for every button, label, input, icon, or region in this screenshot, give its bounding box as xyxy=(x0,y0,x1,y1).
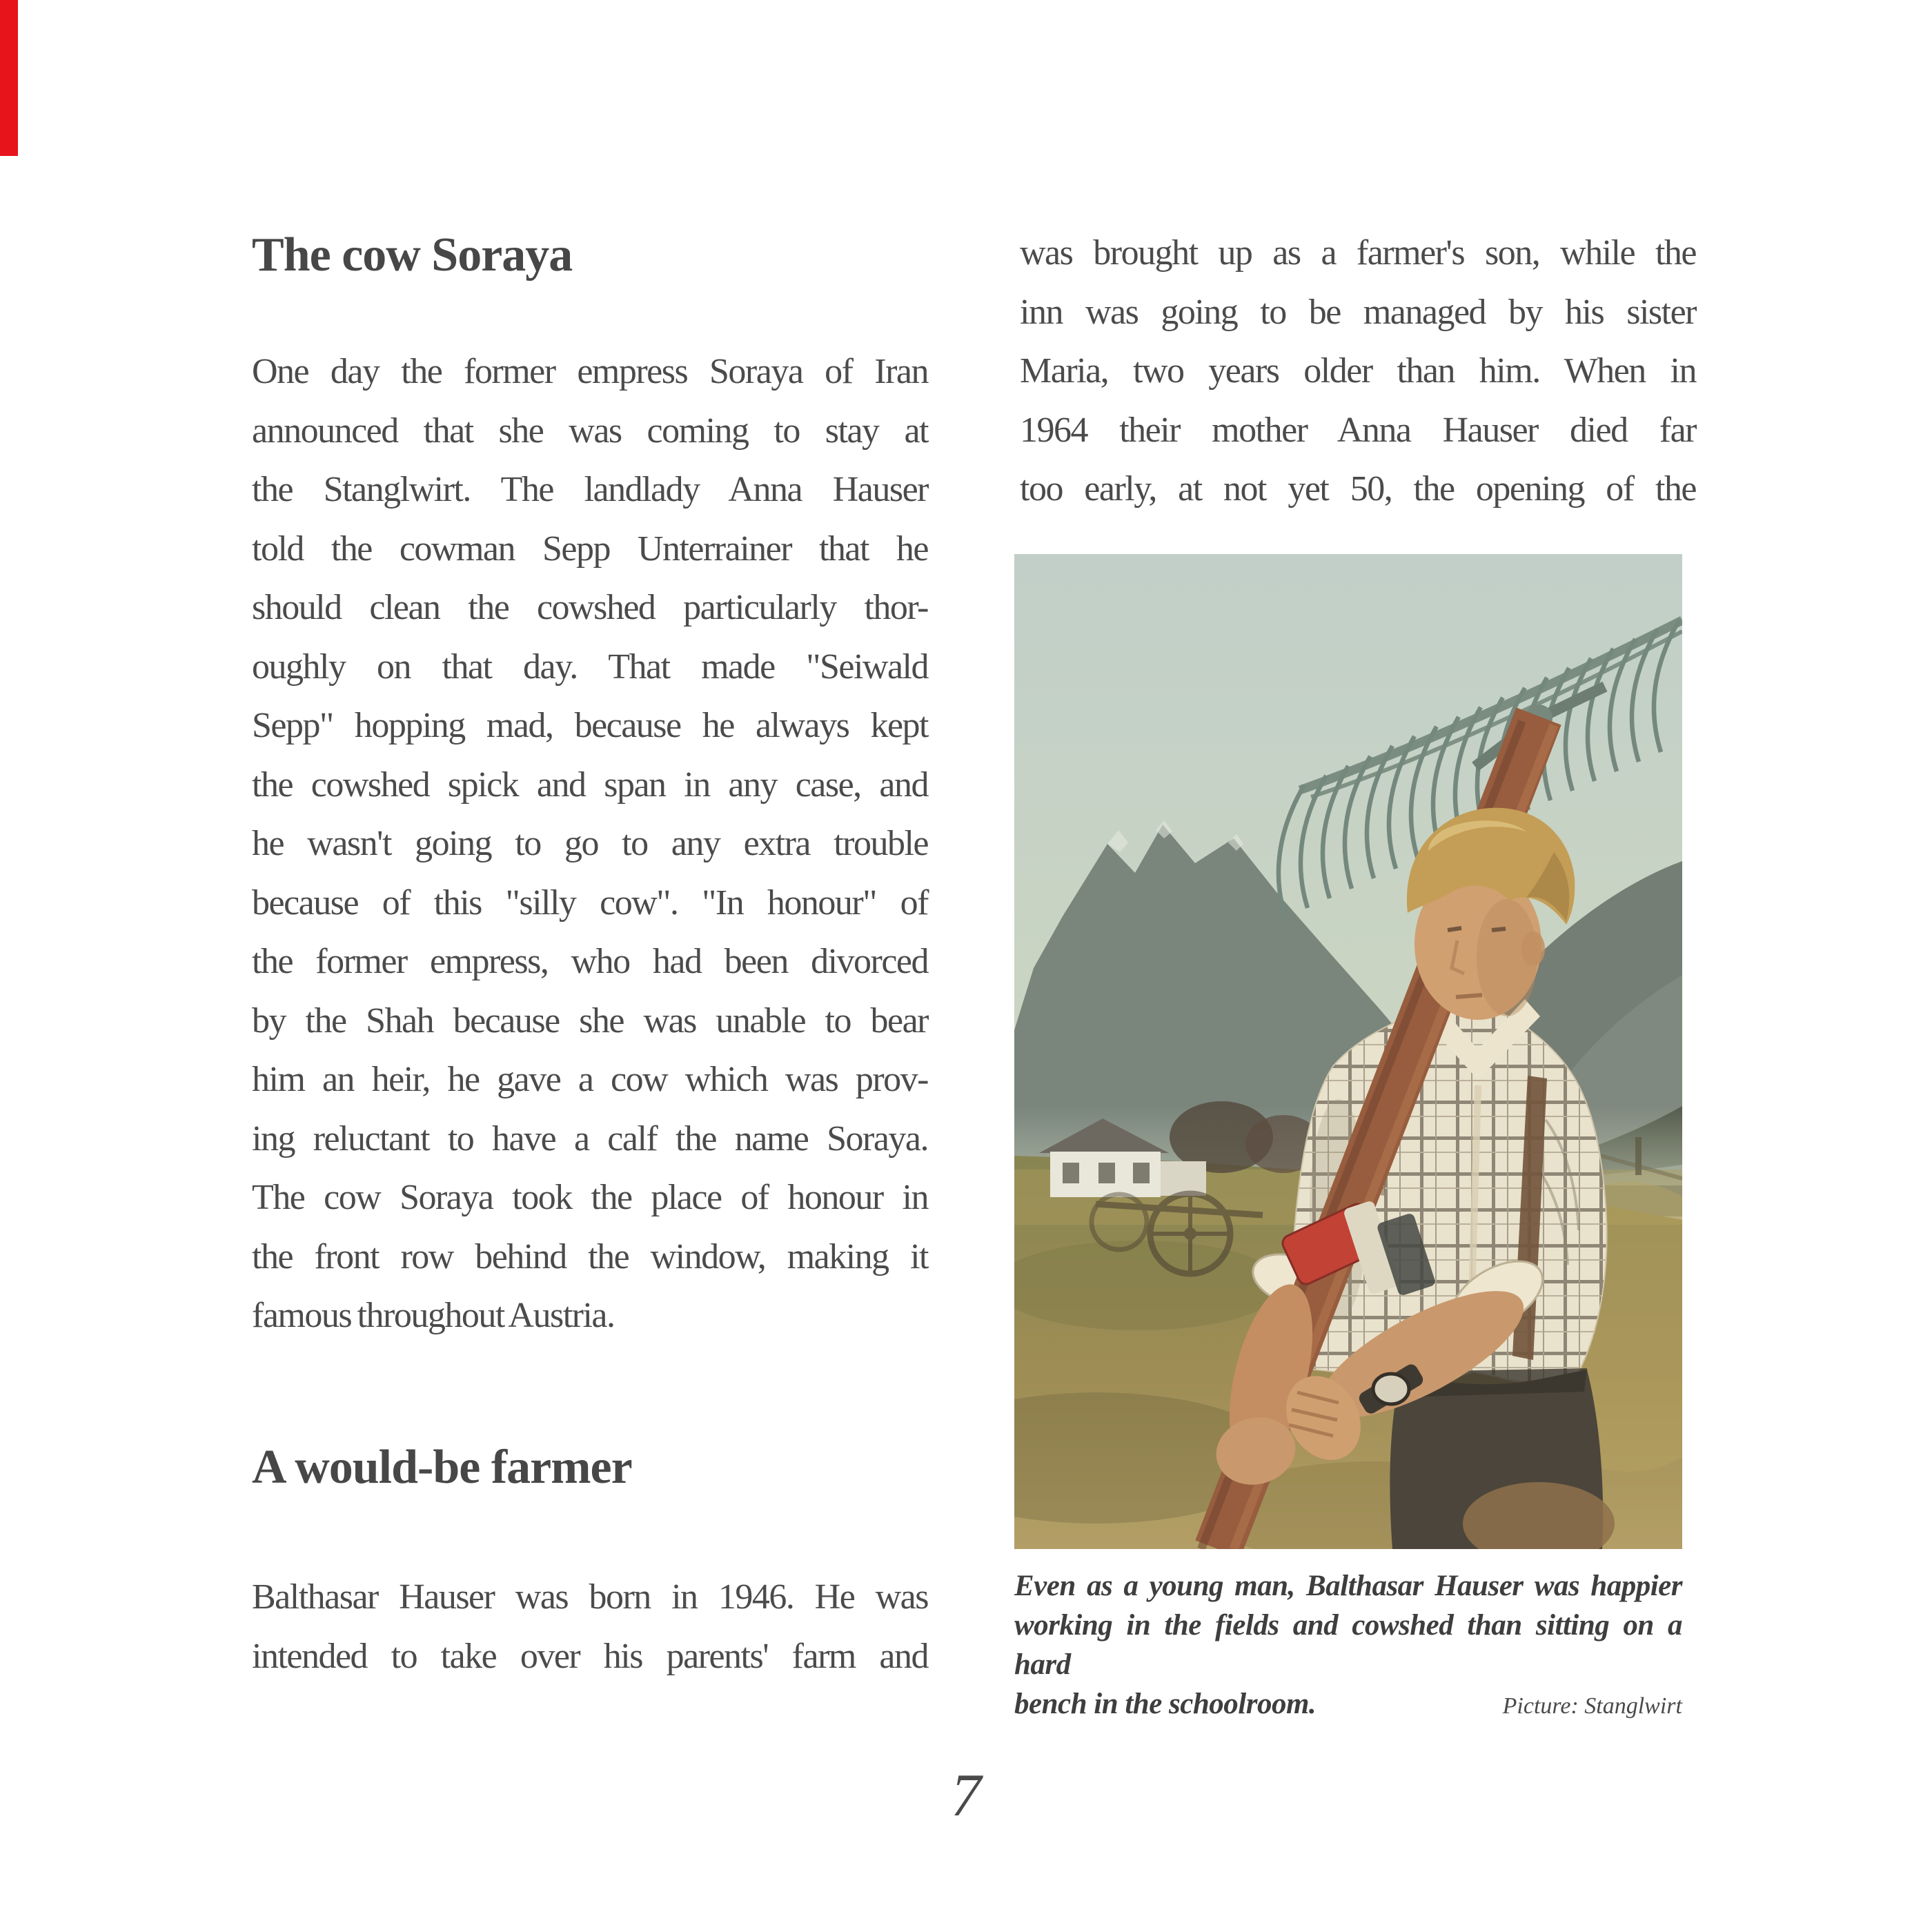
section-heading-cow-soraya: The cow Soraya xyxy=(252,228,573,282)
text-line: famous throughout Austria. xyxy=(252,1296,615,1335)
text-line: announced that she was coming to stay at xyxy=(252,411,928,451)
text-line: the cowshed spick and span in any case, and xyxy=(252,765,928,805)
text-line: Maria, two years older than him. When in xyxy=(1020,351,1696,391)
body-paragraph xyxy=(1020,224,1696,519)
text-line: because of this "silly cow". "In honour" of xyxy=(252,883,928,923)
text-line: should clean the cowshed particularly thor- xyxy=(252,588,928,627)
text-line: One day the former empress Soraya of Iran xyxy=(252,352,928,391)
text-line: was brought up as a farmer's son, while the xyxy=(1020,233,1696,273)
text-line: inn was going to be managed by his sister xyxy=(1020,292,1696,332)
body-paragraph xyxy=(252,342,928,1346)
photo-credit: Picture: Stanglwirt xyxy=(1502,1693,1682,1719)
page-number: 7 xyxy=(951,1762,981,1829)
section-heading-would-be-farmer: A would-be farmer xyxy=(252,1441,632,1494)
text-line: told the cowman Sepp Unterrainer that he xyxy=(252,529,928,569)
text-line: Sepp" hopping mad, because he always kept xyxy=(252,706,928,745)
caption-line: Even as a young man, Balthasar Hauser was happier xyxy=(1014,1570,1682,1602)
photo-caption xyxy=(1014,1566,1682,1724)
caption-line: working in the fields and cowshed than sitting on a hard xyxy=(1014,1609,1682,1681)
photo-illustration xyxy=(1014,554,1682,1549)
text-line: too early, at not yet 50, the opening of the xyxy=(1020,469,1696,509)
photo-of-balthasar-hauser xyxy=(1014,554,1682,1549)
text-line: ing reluctant to have a calf the name Soraya. xyxy=(252,1118,928,1159)
text-line: Balthasar Hauser was born in 1946. He was xyxy=(252,1577,928,1617)
text-line: intended to take over his parents' farm and xyxy=(252,1636,928,1676)
text-line: the front row behind the window, making it xyxy=(252,1236,928,1276)
text-line: the Stanglwirt. The landlady Anna Hauser xyxy=(252,470,928,509)
red-edge-mark xyxy=(0,0,18,156)
text-line: by the Shah because she was unable to bear xyxy=(252,1000,928,1041)
body-paragraph xyxy=(252,1568,928,1686)
text-line: the former empress, who had been divorced xyxy=(252,942,928,981)
text-line: The cow Soraya took the place of honour in xyxy=(252,1178,928,1217)
text-line: him an heir, he gave a cow which was prov- xyxy=(252,1060,928,1099)
text-line: 1964 their mother Anna Hauser died far xyxy=(1020,410,1696,450)
text-line: he wasn't going to go to any extra trouble xyxy=(252,824,928,863)
caption-line: bench in the schoolroom. xyxy=(1014,1688,1317,1720)
text-line: oughly on that day. That made "Seiwald xyxy=(252,647,928,687)
